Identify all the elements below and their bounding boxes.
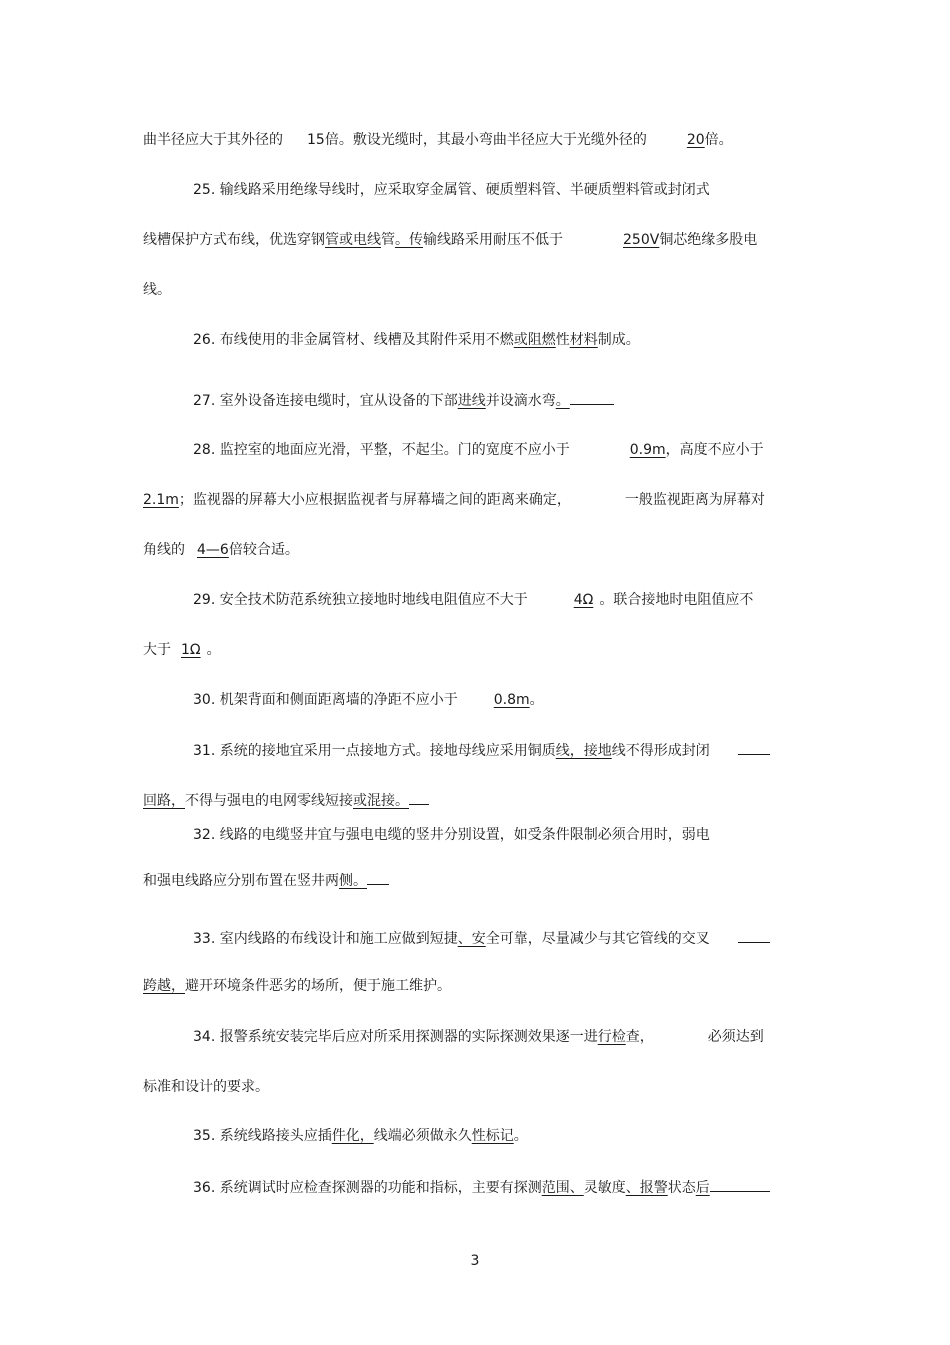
text-segment: 曲半径应大于其外径的 [143, 132, 283, 148]
text-segment: 35. 系统线路接头应插 [193, 1128, 332, 1144]
fill-in-blank [738, 928, 770, 943]
text-segment: 倍。 [704, 132, 733, 148]
answer-text: 0.9m [629, 442, 666, 458]
text-segment: 26. 布线使用的非金属管材、线槽及其附件采用不燃 [193, 332, 514, 348]
answer-text: 件化， [331, 1128, 374, 1144]
text-segment: 31. 系统的接地宜采用一点接地方式。接地母线应采用铜质 [193, 743, 556, 759]
text-line [143, 230, 757, 250]
text-segment: 33. 室内线路的布线设计和施工应做到短捷 [193, 931, 458, 947]
fill-in-blank [738, 740, 770, 755]
text-segment: 灵敏度 [583, 1180, 626, 1196]
text-line [193, 590, 753, 610]
answer-text: 或混接。 [353, 793, 409, 809]
fill-in-blank [409, 790, 429, 805]
answer-text: 性标记 [471, 1128, 514, 1144]
answer-text: 4—6 [197, 542, 229, 558]
text-line [193, 330, 640, 350]
text-segment: 查， [625, 1029, 654, 1045]
answer-text: 范围、 [541, 1180, 584, 1196]
text-segment: 全可靠，尽量减少与其它管线的交叉 [485, 931, 710, 947]
answer-text: 管或电线 [325, 232, 381, 248]
text-segment: 一般监视距离为屏幕对 [624, 492, 765, 508]
text-segment: 线。 [143, 282, 171, 298]
answer-text: 4Ω [573, 592, 594, 608]
fill-in-blank [710, 1177, 770, 1192]
text-segment: 线不得形成封闭 [611, 743, 710, 759]
answer-text: 20 [686, 132, 705, 148]
text-segment: 27. 室外设备连接电缆时，宜从设备的下部 [193, 393, 458, 409]
answer-text: 。传 [395, 232, 423, 248]
text-segment: 。 [206, 642, 221, 658]
text-line [143, 976, 451, 996]
text-segment: 标准和设计的要求。 [143, 1079, 269, 1095]
text-segment: 。 [513, 1128, 528, 1144]
text-line [193, 690, 544, 710]
text-line [143, 540, 299, 560]
text-segment: ；监视器的屏幕大小应根据监视者与屏幕墙之间的距离来确定， [178, 492, 571, 508]
text-segment: 线端必须做永久 [373, 1128, 472, 1144]
fill-in-blank [367, 870, 389, 885]
text-segment: 铜芯绝缘多股电 [659, 232, 758, 248]
text-segment: 。联合接地时电阻值应不 [599, 592, 754, 608]
text-segment: 大于 [143, 642, 171, 658]
answer-text: 、安 [457, 931, 486, 947]
text-segment: 必须达到 [707, 1029, 764, 1045]
answer-text: 行检 [597, 1029, 626, 1045]
text-segment: ，高度不应小于 [665, 442, 764, 458]
text-segment: 36. 系统调试时应检查探测器的功能和指标，主要有探测 [193, 1180, 542, 1196]
text-segment: 。 [529, 692, 544, 708]
text-segment: 32. 线路的电缆竖井宜与强电电缆的竖井分别设置，如受条件限制必须合用时，弱电 [193, 827, 710, 843]
text-segment: 角线的 [143, 542, 185, 558]
answer-text: 材料 [569, 332, 598, 348]
answer-text: 250V [623, 232, 660, 248]
text-segment: 输线路采用耐压不低于 [423, 232, 563, 248]
answer-text: 1Ω [181, 642, 201, 658]
text-segment: 15 [307, 132, 325, 148]
text-line [193, 180, 710, 200]
text-segment: 30. 机架背面和侧面距离墙的净距不应小于 [193, 692, 458, 708]
text-line [143, 790, 429, 811]
text-segment: 管 [381, 232, 395, 248]
text-line [193, 440, 764, 460]
answer-text: 进线 [457, 393, 486, 409]
answer-text: 后 [695, 1180, 710, 1196]
text-line [193, 1177, 770, 1198]
text-segment: 不得与强电的电网零线短接 [185, 793, 353, 809]
answer-text: 0.8m [493, 692, 530, 708]
answer-text: 侧。 [339, 873, 367, 889]
text-segment: 避开环境条件恶劣的场所，便于施工维护。 [185, 978, 451, 994]
text-segment: 性 [555, 332, 570, 348]
answer-text: 或阻燃 [513, 332, 556, 348]
answer-text: 跨越， [143, 978, 185, 994]
text-segment: 25. 输线路采用绝缘导线时，应采取穿金属管、硬质塑料管、半硬质塑料管或封闭式 [193, 182, 710, 198]
answer-text: 线，接地 [555, 743, 612, 759]
text-segment: 状态 [667, 1180, 696, 1196]
text-segment: 29. 安全技术防范系统独立接地时地线电阻值应不大于 [193, 592, 528, 608]
text-line [143, 130, 733, 150]
text-line [143, 1077, 269, 1097]
text-line [193, 928, 770, 949]
page-number: 3 [470, 1253, 480, 1269]
text-line [193, 390, 614, 411]
text-line [193, 825, 710, 845]
text-line [143, 870, 389, 891]
text-segment: 34. 报警系统安装完毕后应对所采用探测器的实际探测效果逐一进 [193, 1029, 598, 1045]
text-line [143, 490, 765, 510]
text-segment: 和强电线路应分别布置在竖井两 [143, 873, 339, 889]
answer-text: 。 [555, 393, 570, 409]
text-segment: 倍较合适。 [228, 542, 299, 558]
text-segment: 28. 监控室的地面应光滑，平整，不起尘。门的宽度不应小于 [193, 442, 570, 458]
fill-in-blank [570, 390, 614, 405]
text-line [193, 740, 770, 761]
text-segment: 线槽保护方式布线，优选穿钢 [143, 232, 325, 248]
text-segment: 制成。 [597, 332, 640, 348]
text-line [193, 1027, 764, 1047]
text-line [193, 1126, 528, 1146]
answer-text: 回路， [143, 793, 185, 809]
answer-text: 、报警 [625, 1180, 668, 1196]
text-segment: 倍。敷设光缆时，其最小弯曲半径应大于光缆外径的 [324, 132, 647, 148]
text-segment: 并设滴水弯 [485, 393, 556, 409]
answer-text: 2.1m [143, 492, 179, 508]
text-line [143, 280, 171, 300]
text-line [143, 640, 221, 660]
